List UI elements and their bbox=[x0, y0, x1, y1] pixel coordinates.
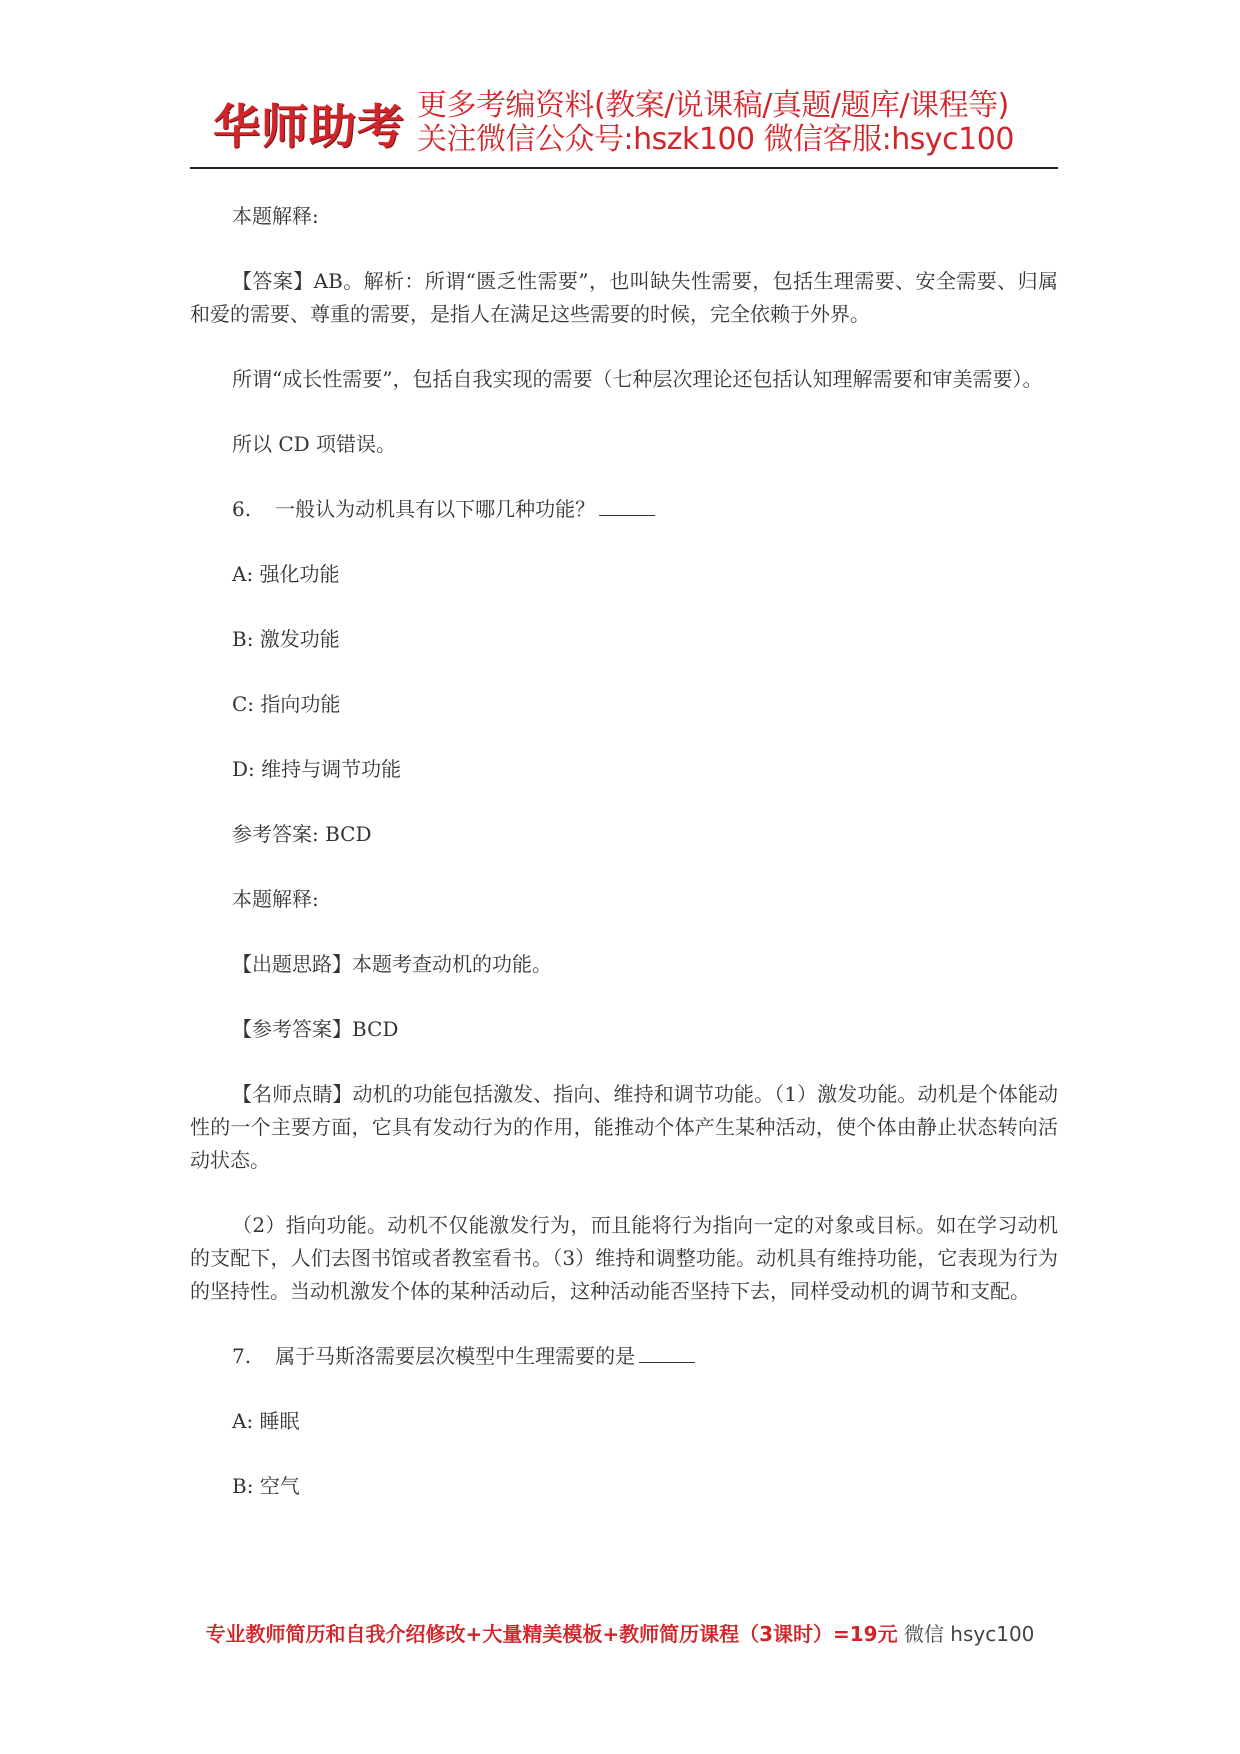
footer-contact: 微信 hsyc100 bbox=[903, 1622, 1035, 1646]
header-slogan bbox=[417, 89, 1014, 156]
answer-blank bbox=[639, 1342, 695, 1363]
question-text: 一般认为动机具有以下哪几种功能？ bbox=[275, 497, 596, 521]
header-banner bbox=[213, 86, 1043, 160]
option-c: C: 指向功能 bbox=[232, 692, 341, 716]
footer-promo bbox=[0, 1618, 1240, 1647]
option-a: A: 睡眠 bbox=[232, 1409, 300, 1433]
slogan-line-1: 更多考编资料(教案/说课稿/真题/题库/课程等) bbox=[417, 88, 1009, 124]
question-text: 属于马斯洛需要层次模型中生理需要的是 bbox=[275, 1344, 636, 1368]
option-a: A: 强化功能 bbox=[232, 562, 340, 586]
question-idea: 【出题思路】本题考查动机的功能。 bbox=[232, 952, 552, 976]
brand-logo: 华师助考 bbox=[213, 99, 405, 155]
reference-answer: 参考答案: BCD bbox=[232, 822, 372, 846]
explain-label: 本题解释: bbox=[232, 204, 319, 228]
answer-paragraph: 【答案】AB。解析：所谓“匮乏性需要”，也叫缺失性需要，包括生理需要、安全需要、归属和爱的需要、尊重的需要，是指人在满足这些需要的时候，完全依赖于外界。 bbox=[190, 269, 1058, 326]
explain-label: 本题解释: bbox=[232, 887, 319, 911]
teacher-tips-1: 【名师点睛】动机的功能包括激发、指向、维持和调节功能。（1）激发功能。动机是个体能动性的一个主要方面，它具有发动行为的作用，能推动个体产生某种活动，使个体由静止状态转向活动状态。 bbox=[190, 1082, 1058, 1172]
question-6 bbox=[190, 493, 1058, 526]
growth-need-paragraph: 所谓“成长性需要”，包括自我实现的需要（七种层次理论还包括认知理解需要和审美需要）。 bbox=[232, 367, 1043, 391]
option-d: D: 维持与调节功能 bbox=[232, 757, 402, 781]
bracket-answer: 【参考答案】BCD bbox=[232, 1017, 399, 1041]
cd-wrong-paragraph: 所以 CD 项错误。 bbox=[232, 432, 397, 456]
footer-promo-text: 专业教师简历和自我介绍修改+大量精美模板+教师简历课程（3课时）=19元 bbox=[205, 1622, 898, 1646]
question-number: 7. bbox=[232, 1344, 252, 1368]
teacher-tips-2: （2）指向功能。动机不仅能激发行为，而且能将行为指向一定的对象或目标。如在学习动机的支配下，人们去图书馆或者教室看书。（3）维持和调整功能。动机具有维持功能，它表现为行为的坚持性。当动机激发个体的某种活动后，这种活动能否坚持下去，同样受动机的调节和支配。 bbox=[190, 1213, 1058, 1303]
question-number: 6. bbox=[232, 497, 252, 521]
header-divider bbox=[190, 167, 1058, 169]
slogan-line-2: 关注微信公众号:hszk100 微信客服:hsyc100 bbox=[417, 122, 1014, 157]
question-7 bbox=[190, 1340, 1058, 1373]
answer-blank bbox=[599, 495, 655, 516]
option-b: B: 空气 bbox=[232, 1474, 300, 1498]
option-b: B: 激发功能 bbox=[232, 627, 340, 651]
document-body bbox=[190, 200, 1058, 1535]
